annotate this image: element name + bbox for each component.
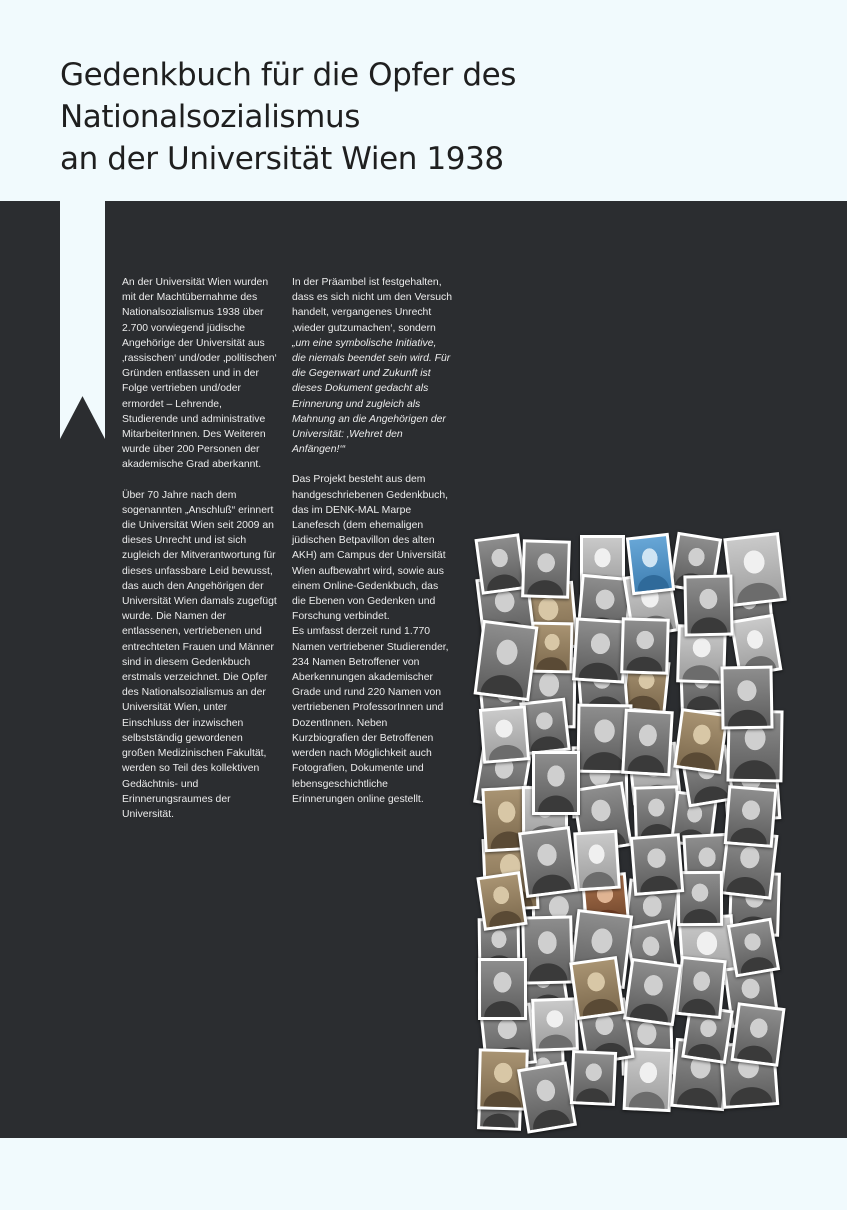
portrait-image	[623, 621, 666, 672]
portrait-photo	[474, 533, 526, 595]
portrait-image	[522, 830, 575, 895]
portrait-image	[479, 875, 524, 928]
portrait-photo	[474, 620, 539, 701]
portrait-image	[534, 624, 571, 670]
portrait-photo	[626, 533, 675, 595]
portrait-image	[481, 961, 524, 1017]
portrait-image	[575, 620, 625, 680]
portrait-photo	[572, 617, 628, 683]
portrait-photo	[726, 917, 779, 977]
portrait-photo	[476, 871, 527, 931]
portrait-photo	[532, 751, 580, 815]
text-column-2	[292, 275, 452, 822]
portrait-photo	[675, 956, 727, 1019]
portrait-image	[629, 536, 672, 592]
portrait-photo	[684, 575, 734, 637]
portrait-image	[524, 542, 568, 595]
portrait-image	[524, 918, 571, 981]
title-line-2: an der Universität Wien 1938	[60, 141, 504, 177]
portrait-collage	[478, 535, 783, 1130]
portrait-photo	[521, 915, 574, 984]
portrait-image	[478, 536, 523, 591]
portrait-photo	[630, 834, 684, 897]
portrait-image	[727, 789, 774, 845]
portrait-image	[727, 535, 784, 603]
portrait-image	[633, 837, 681, 893]
portrait-image	[523, 701, 568, 752]
column2-paragraph-2: Das Projekt besteht aus dem handgeschriebenen Gedenkbuch, das im DENK-MAL Marpe Lanefesch (dem ehemaligen jüdischen Betpavillon des alten AKH) am Campus der Universität Wien aufbewahrt wird, sowie aus einem Online-Gedenkbuch, das die Ebenen von Gedenken und Forschung verbindet.	[292, 474, 448, 623]
portrait-photo	[521, 539, 571, 598]
portrait-image	[573, 1054, 614, 1104]
portrait-image	[576, 833, 617, 888]
portrait-image	[572, 959, 621, 1016]
portrait-image	[477, 623, 535, 698]
portrait-image	[730, 921, 776, 974]
portrait-photo	[730, 1003, 785, 1068]
column2-paragraph-1	[292, 275, 452, 457]
portrait-photo	[570, 1050, 617, 1106]
portrait-image	[624, 712, 670, 773]
portrait-image	[626, 1050, 671, 1109]
portrait-image	[724, 668, 771, 726]
column1-paragraph-2: Über 70 Jahre nach dem sogenannten „Anschluß“ erinnert die Universität Wien seit 2009 an dieses Unrecht und ist sich zugleich der Mitverantwortung für dieses unfassbare Leid bewusst, das auch den Angehörigen der Universität Wien damals zugefügt wurde. Die Namen der entlassenen, vertriebenen und entrechteten Frauen und Männer sind in diesem Gedenkbuch erstmals verzeichnet. Die Opfer des Nationalsozialismus an der Universität Wien, unter Einschluss der inzwischen selbstständig gewordenen großen Medizinischen Fakultät, werden so Teil des kollektiven Gedächtnis- und Erinnerungsraumes der Universität.	[122, 489, 277, 820]
portrait-photo	[573, 830, 621, 892]
portrait-photo	[517, 1061, 577, 1133]
column2-paragraph-1-plain: In der Präambel ist festgehalten, dass es sich nicht um den Versuch handelt, vergangenes Unrecht ‚wieder gutzumachen‘, sondern	[292, 277, 452, 334]
portrait-photo	[479, 705, 530, 764]
portrait-image	[535, 754, 577, 812]
portrait-image	[677, 711, 726, 770]
portrait-photo	[518, 826, 578, 898]
portrait-image	[680, 874, 720, 923]
preamble-quote: „um eine symbolische Initiative, die niemals beendet sein wird. Für die Gegenwart und Zukunft ist dieses Dokument gedacht als Erinnerung und zugleich als Mahnung an die Angehörigen der Universität: ‚Wehret den Anfängen!‘“	[292, 337, 451, 456]
portrait-photo	[623, 958, 682, 1026]
portrait-photo	[478, 958, 527, 1020]
portrait-image	[627, 961, 679, 1023]
column2-paragraph-3: Es umfasst derzeit rund 1.770 Namen vertriebener Studierender, 234 Namen Betroffener von Aberkennungen akademischer Grade und rund 220 Namen von vertriebenen ProfessorInnen und DozentInnen. Neben Kurzbiografien der Betroffenen werden nach Möglichkeit auch Fotografien, Dokumente und lebensgeschichtliche Erinnerungen online gestellt.	[292, 626, 449, 805]
title-line-1: Gedenkbuch für die Opfer des Nationalsozialismus	[60, 57, 517, 135]
portrait-image	[534, 1000, 576, 1048]
portrait-photo	[620, 618, 670, 675]
page-title	[60, 54, 820, 180]
portrait-image	[733, 1006, 781, 1064]
column1-paragraph-1: An der Universität Wien wurden mit der Machtübernahme des Nationalsozialismus 1938 über 2.700 vorwiegend jüdische Angehörige der Universität aus ‚rassischen‘ und/oder ‚politischen‘ Gründen entlassen und in der Folge vertrieben und/oder ermordet – Lehrende, Studierende und administrative MitarbeiterInnen. Des Weiteren wurde über 200 Personen der akademische Grad aberkannt.	[122, 277, 277, 471]
portrait-photo	[531, 997, 579, 1052]
text-column-1	[122, 275, 277, 837]
portrait-photo	[677, 871, 723, 926]
portrait-photo	[721, 665, 774, 729]
portrait-photo	[621, 709, 674, 777]
portrait-image	[636, 788, 677, 838]
portrait-image	[521, 1065, 574, 1130]
portrait-photo	[724, 785, 778, 848]
portrait-image	[687, 578, 731, 634]
portrait-image	[482, 708, 527, 760]
portrait-photo	[569, 955, 625, 1019]
portrait-image	[678, 959, 723, 1016]
